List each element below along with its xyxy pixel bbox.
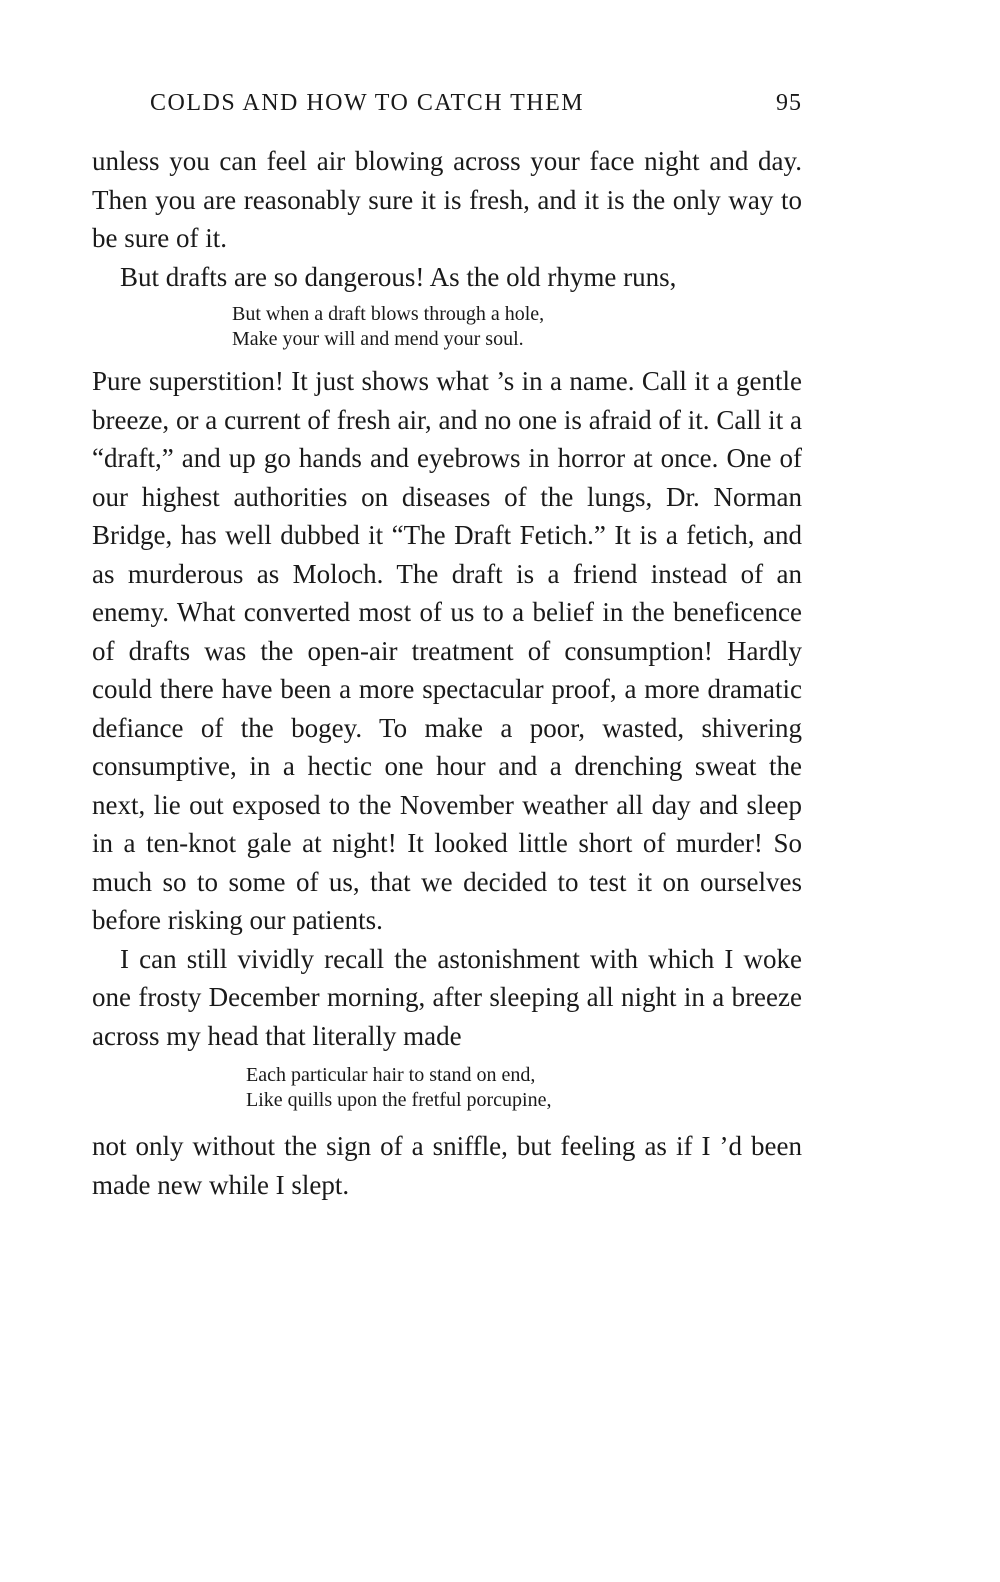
paragraph-5: not only without the sign of a sniffle, but feeling as if I ’d been made new while I slept.: [92, 1131, 802, 1200]
book-page: [92, 90, 802, 1204]
verse-line: Each particular hair to stand on end,: [246, 1064, 536, 1086]
verse-line: Like quills upon the fretful porcupine,: [246, 1089, 552, 1111]
page-number: 95: [776, 90, 802, 116]
verse-line: Make your will and mend your soul.: [232, 328, 524, 350]
verse-quote-2: [246, 1063, 802, 1113]
paragraph-2: But drafts are so dangerous! As the old rhyme runs,: [120, 261, 677, 292]
running-title: COLDS AND HOW TO CATCH THEM: [150, 90, 585, 116]
paragraph-3: Pure superstition! It just shows what ’s in a name. Call it a gentle breeze, or a current of fresh air, and no one is afraid of it. Call it a “draft,” and up go hands and eyebrows in horror at once. One of our highest authorities on diseases of the lungs, Dr. Norman Bridge, has well dubbed it “The Draft Fetich.” It is a fetich, and as murderous as Moloch. The draft is a friend instead of an enemy. What converted most of us to a belief in the beneficence of drafts was the open-air treatment of consumption! Hardly could there have been a more spectacular proof, a more dramatic defiance of the bogey. To make a poor, wasted, shivering consumptive, in a hectic one hour and a drenching sweat the next, lie out exposed to the November weather all day and sleep in a ten-knot gale at night! It looked little short of murder! So much so to some of us, that we decided to test it on ourselves before risking our patients.: [92, 366, 802, 935]
verse-quote-1: [232, 302, 802, 352]
paragraph-1: unless you can feel air blowing across your face night and day. Then you are reasonably sure it is fresh, and it is the only way to be sure of it.: [92, 146, 802, 253]
verse-line: But when a draft blows through a hole,: [232, 303, 545, 325]
running-head: [150, 90, 802, 142]
paragraph-4: I can still vividly recall the astonishment with which I woke one frosty December morning, after sleeping all night in a breeze across my head that literally made: [92, 943, 802, 1051]
